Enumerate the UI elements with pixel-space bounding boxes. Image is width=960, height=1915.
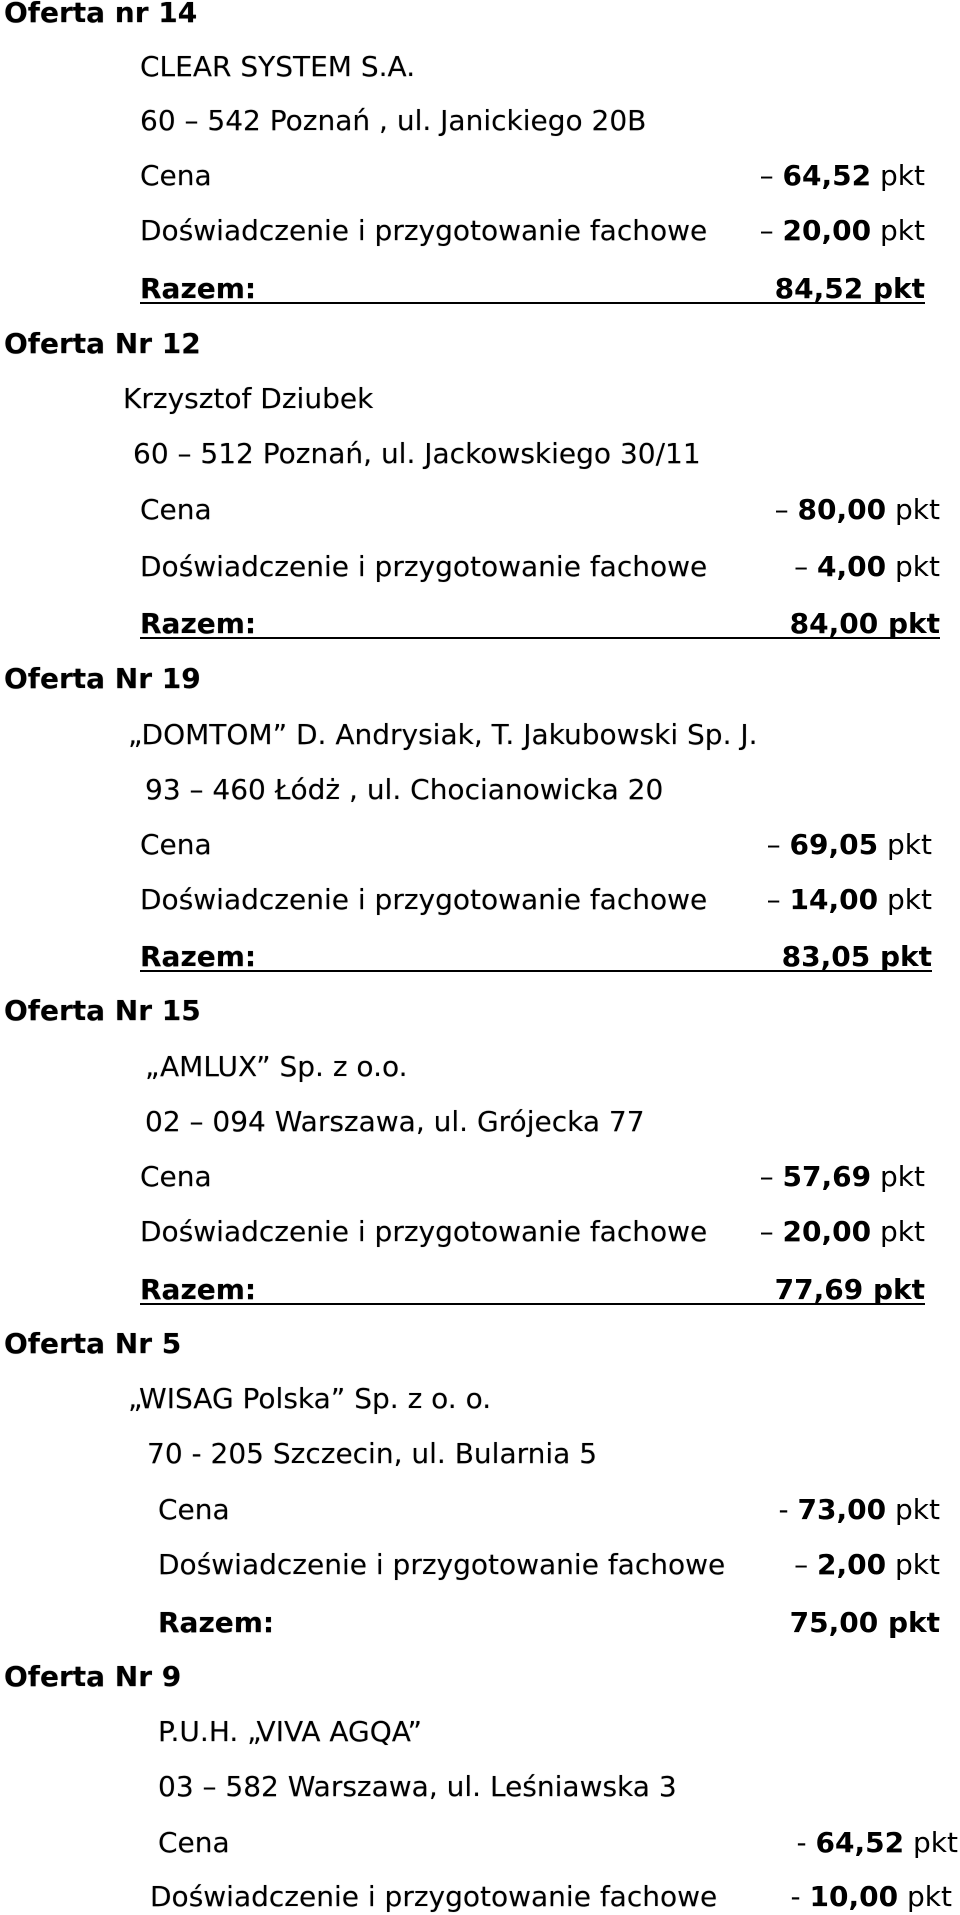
total-value: 75,00 pkt	[789, 1606, 940, 1639]
price-score	[775, 493, 940, 527]
offer-company: P.U.H. „VIVA AGQA”	[158, 1715, 422, 1748]
total-value: 84,00 pkt	[789, 607, 940, 640]
price-label: Cena	[140, 828, 212, 861]
total-label: Razem:	[140, 1273, 257, 1306]
offer-address: 93 – 460 Łódż , ul. Chocianowicka 20	[145, 773, 664, 806]
total-label: Razem:	[140, 940, 257, 973]
price-unit: pkt	[887, 828, 932, 861]
offer-address: 03 – 582 Warszawa, ul. Leśniawska 3	[158, 1770, 677, 1803]
offer-company: „AMLUX” Sp. z o.o.	[145, 1050, 408, 1083]
experience-score	[767, 883, 932, 917]
price-unit: pkt	[913, 1826, 958, 1859]
price-value: 64,52	[782, 159, 872, 192]
price-prefix: –	[774, 493, 789, 526]
experience-label: Doświadczenie i przygotowanie fachowe	[140, 1215, 708, 1248]
experience-label: Doświadczenie i przygotowanie fachowe	[158, 1548, 726, 1581]
price-unit: pkt	[895, 1493, 940, 1526]
experience-label: Doświadczenie i przygotowanie fachowe	[140, 883, 708, 916]
experience-score	[791, 1880, 952, 1914]
offer-company: Krzysztof Dziubek	[123, 382, 374, 415]
price-unit: pkt	[880, 159, 925, 192]
price-value: 64,52	[815, 1826, 905, 1859]
price-label: Cena	[158, 1493, 230, 1526]
price-value: 80,00	[797, 493, 887, 526]
price-value: 73,00	[797, 1493, 887, 1526]
experience-value: 2,00	[817, 1548, 887, 1581]
price-prefix: -	[796, 1826, 807, 1859]
total-value: 77,69 pkt	[774, 1273, 925, 1306]
offer-address: 60 – 542 Poznań , ul. Janickiego 20B	[140, 104, 647, 137]
price-unit: pkt	[895, 493, 940, 526]
price-label: Cena	[158, 1826, 230, 1859]
experience-prefix: –	[766, 883, 781, 916]
experience-unit: pkt	[880, 214, 925, 247]
price-label: Cena	[140, 1160, 212, 1193]
offer-heading: Oferta Nr 12	[4, 327, 201, 360]
total-value: 84,52 pkt	[774, 272, 925, 305]
experience-score	[794, 1548, 940, 1582]
experience-label: Doświadczenie i przygotowanie fachowe	[150, 1880, 718, 1913]
offer-company: „WISAG Polska” Sp. z o. o.	[128, 1382, 492, 1415]
total-label: Razem:	[140, 607, 257, 640]
experience-unit: pkt	[907, 1880, 952, 1913]
price-score	[760, 159, 925, 193]
price-score	[797, 1826, 958, 1860]
experience-prefix: –	[794, 1548, 809, 1581]
price-prefix: –	[759, 1160, 774, 1193]
offer-heading: Oferta Nr 9	[4, 1660, 182, 1693]
experience-value: 10,00	[809, 1880, 899, 1913]
experience-score	[760, 214, 925, 248]
experience-value: 20,00	[782, 214, 872, 247]
price-prefix: –	[766, 828, 781, 861]
price-value: 57,69	[782, 1160, 872, 1193]
price-score	[767, 828, 932, 862]
offer-company: CLEAR SYSTEM S.A.	[140, 50, 416, 83]
offer-heading: Oferta Nr 15	[4, 994, 201, 1027]
offer-address: 02 – 094 Warszawa, ul. Grójecka 77	[145, 1105, 645, 1138]
experience-value: 20,00	[782, 1215, 872, 1248]
price-label: Cena	[140, 159, 212, 192]
offer-address: 60 – 512 Poznań, ul. Jackowskiego 30/11	[133, 437, 701, 470]
total-value: 83,05 pkt	[781, 940, 932, 973]
offer-address: 70 - 205 Szczecin, ul. Bularnia 5	[147, 1437, 598, 1470]
experience-prefix: –	[759, 1215, 774, 1248]
price-score	[779, 1493, 940, 1527]
total-label: Razem:	[158, 1606, 275, 1639]
total-label: Razem:	[140, 272, 257, 305]
experience-prefix: –	[759, 214, 774, 247]
price-score	[760, 1160, 925, 1194]
offer-company: „DOMTOM” D. Andrysiak, T. Jakubowski Sp. J.	[128, 718, 758, 751]
experience-prefix: –	[794, 550, 809, 583]
offer-heading: Oferta Nr 5	[4, 1327, 182, 1360]
price-prefix: -	[778, 1493, 789, 1526]
offer-heading: Oferta nr 14	[4, 0, 198, 29]
price-label: Cena	[140, 493, 212, 526]
price-unit: pkt	[880, 1160, 925, 1193]
price-prefix: –	[759, 159, 774, 192]
offer-heading: Oferta Nr 19	[4, 662, 201, 695]
price-value: 69,05	[789, 828, 879, 861]
experience-unit: pkt	[887, 883, 932, 916]
experience-value: 4,00	[817, 550, 887, 583]
experience-value: 14,00	[789, 883, 879, 916]
experience-score	[760, 1215, 925, 1249]
experience-score	[794, 550, 940, 584]
experience-label: Doświadczenie i przygotowanie fachowe	[140, 550, 708, 583]
experience-unit: pkt	[880, 1215, 925, 1248]
experience-prefix: -	[790, 1880, 801, 1913]
experience-unit: pkt	[895, 1548, 940, 1581]
experience-label: Doświadczenie i przygotowanie fachowe	[140, 214, 708, 247]
experience-unit: pkt	[895, 550, 940, 583]
